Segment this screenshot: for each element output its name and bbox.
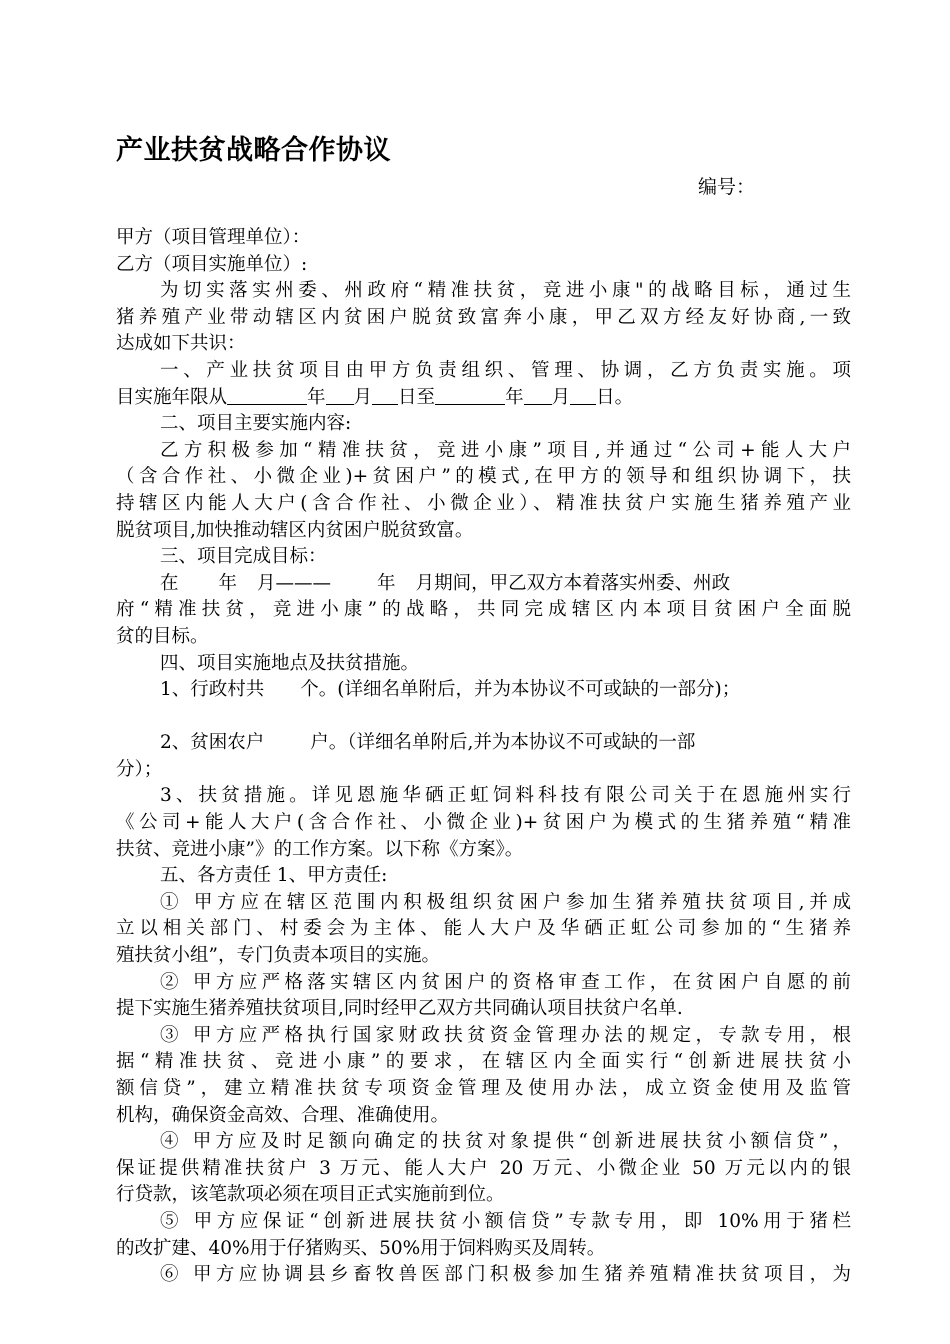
start-year-blank — [227, 386, 307, 405]
section4-item3-line: 《公司+能人大户(含合作社、小微企业)+贫困户为模式的生猪养殖“精准 — [116, 812, 851, 834]
start-day-blank — [372, 386, 398, 405]
party-b-line: 乙方（项目实施单位）: — [116, 253, 308, 275]
clause-line: ② 甲方应严格落实辖区内贫困户的资格审查工作，在贫困户自愿的前 — [160, 971, 851, 993]
section4-item2-cont: 分）； — [116, 758, 163, 780]
day-to-label: 日至 — [398, 386, 436, 408]
clause-line: 行贷款，该笔款项必须在项目正式实施前到位。 — [116, 1184, 505, 1206]
day-end-label: 日。 — [596, 386, 634, 408]
year-label: 年 — [505, 386, 524, 408]
intro-line: 猪养殖产业带动辖区内贫困户脱贫致富奔小康，甲乙双方经友好协商,一致 — [116, 306, 851, 328]
section3-line: 贫的目标。 — [116, 625, 209, 647]
clause-line: 据“精准扶贫、竞进小康”的要求，在辖区内全面实行“创新进展扶贫小 — [116, 1051, 851, 1073]
section4-item3-line: 3、扶贫措施。详见恩施华硒正虹饲料科技有限公司关于在恩施州实行 — [160, 785, 851, 807]
year-label: 年 — [307, 386, 326, 408]
document-body — [116, 225, 851, 1289]
period-prefix: 目实施年限从 — [116, 386, 228, 408]
item2-suffix: 户。（详细名单附后,并为本协议不可或缺的一部 — [310, 732, 696, 754]
empty-line — [116, 704, 851, 731]
clause-line: 额信贷”，建立精准扶贫专项资金管理及使用办法，成立资金使用及监管 — [116, 1078, 851, 1099]
month-label: 月 — [353, 386, 373, 408]
period-part: 年 — [218, 572, 238, 594]
document-title: 产业扶贫战略合作协议 — [116, 135, 391, 166]
clause-line: ④ 甲方应及时足额向确定的扶贫对象提供“创新进展扶贫小额信贷”， — [160, 1131, 851, 1153]
item2-prefix: 2、贫困农户 — [160, 732, 265, 754]
month-label: 月 — [551, 386, 571, 408]
section2-line: 乙方积极参加“精准扶贫，竞进小康”项目,并通过“公司+能人大户 — [160, 439, 851, 461]
party-a-line: 甲方（项目管理单位）： — [116, 227, 311, 248]
section4-heading: 四、项目实施地点及扶贫措施。 — [160, 652, 420, 674]
end-day-blank — [570, 386, 596, 405]
clause-line: 的改扩建、40%用于仔猪购买、50%用于饲料购买及周转。 — [116, 1237, 606, 1259]
section2-line: 脱贫项目,加快推动辖区内贫困户脱贫致富。 — [116, 519, 474, 541]
clause-line: ⑤ 甲方应保证“创新进展扶贫小额信贷”专款专用，即 10%用于猪栏 — [160, 1210, 851, 1232]
section3-line: 府“精准扶贫，竞进小康”的战略，共同完成辖区内本项目贫困户全面脱 — [116, 599, 851, 621]
start-month-blank — [326, 386, 354, 405]
intro-line: 达成如下共识： — [116, 333, 246, 355]
period-part: 年 — [377, 572, 396, 594]
section1-period-line — [116, 385, 851, 412]
section3-heading: 三、项目完成目标： — [160, 546, 327, 568]
period-part: 在 — [160, 572, 179, 594]
period-part: 月期间，甲乙双方本着落实州委、州政 — [415, 572, 731, 594]
item1-prefix: 1、行政村共 — [160, 679, 265, 701]
section3-period-line — [116, 571, 851, 598]
section2-line: （含合作社、小微企业)+贫困户”的模式,在甲方的领导和组织协调下，扶 — [116, 466, 851, 488]
clause-line: 立以相关部门、村委会为主体、能人大户及华硒正虹公司参加的“生猪养 — [116, 918, 851, 940]
section1-line: 一、产业扶贫项目由甲方负责组织、管理、协调，乙方负责实施。项 — [160, 359, 851, 381]
section4-item2 — [116, 730, 851, 757]
section4-item3-line: 扶贫、竞进小康”》的工作方案。以下称《方案》。 — [116, 838, 524, 860]
end-year-blank — [435, 386, 505, 405]
document-number-label: 编号： — [698, 176, 756, 198]
section5-heading: 五、各方责任 1、甲方责任: — [160, 865, 388, 887]
clause-line: ① 甲方应在辖区范围内积极组织贫困户参加生猪养殖扶贫项目,并成 — [160, 891, 851, 913]
section2-line: 持辖区内能人大户(含合作社、小微企业）、精准扶贫户实施生猪养殖产业 — [116, 492, 851, 514]
clause-line: 提下实施生猪养殖扶贫项目,同时经甲乙双方共同确认项目扶贫户名单. — [116, 998, 683, 1020]
section4-item1 — [116, 677, 851, 704]
end-month-blank — [524, 386, 552, 405]
section2-heading: 二、项目主要实施内容: — [160, 413, 352, 435]
period-part: 月——— — [257, 572, 332, 594]
clause-line: 保证提供精准扶贫户 3 万元、能人大户 20 万元、小微企业 50 万元以内的银 — [116, 1157, 851, 1179]
clause-line: ③ 甲方应严格执行国家财政扶贫资金管理办法的规定，专款专用，根 — [160, 1024, 851, 1046]
clause-line: ⑥ 甲方应协调县乡畜牧兽医部门积极参加生猪养殖精准扶贫项目，为 — [160, 1264, 851, 1286]
clause-line: 殖扶贫小组”，专门负责本项目的实施。 — [116, 945, 440, 967]
clause-line: 机构，确保资金高效、合理、准确使用。 — [116, 1104, 450, 1126]
item1-suffix: 个。(详细名单附后，并为本协议不可或缺的一部分)； — [300, 679, 741, 701]
intro-line: 为切实落实州委、州政府“精准扶贫，竞进小康"的战略目标，通过生 — [160, 280, 851, 302]
